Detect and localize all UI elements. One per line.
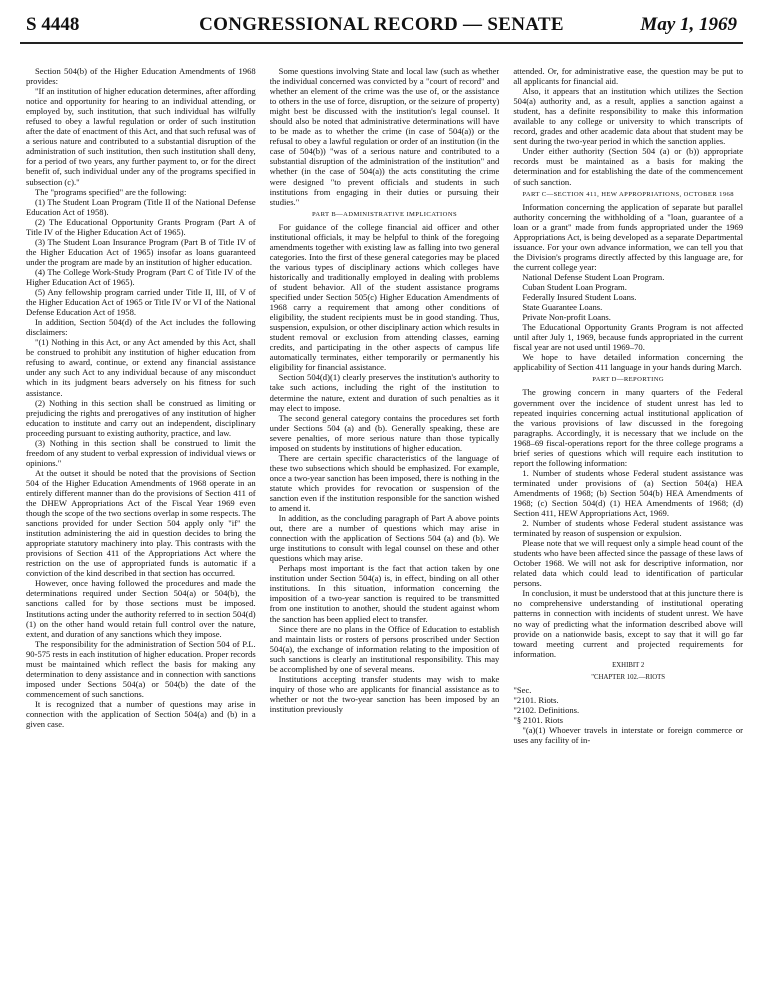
paragraph: "§ 2101. Riots (513, 714, 563, 725)
exhibit-heading: "CHAPTER 102.—RIOTS (591, 673, 666, 681)
text-columns (26, 66, 743, 982)
column-2 (270, 66, 500, 982)
column-3 (513, 66, 743, 982)
paragraph: 2. Number of students whose Federal student assistance was terminated by reason of suspension or expulsion. (513, 518, 744, 539)
paragraph: The growing concern in many quarters of the Federal government over the incidence of student unrest has led to repeated inquiries concerning actual institutional application of the various provisions of law discussed in the foregoing paragraphs. Accordingly, it is necessary that we include on the 1968–69 fiscal-operations report for the three college programs a brief series of questions which will require each institution to report the following information: (513, 387, 744, 468)
paragraph: "(a)(1) Whoever travels in interstate or foreign commerce or uses any facility of in- (513, 725, 744, 746)
section-heading: PART C—SECTION 411, HEW APPROPRIATIONS, OCTOBER 1968 (522, 190, 734, 198)
column-1 (26, 66, 256, 982)
paragraph: The "programs specified" are the following: (35, 186, 187, 197)
publication-title: CONGRESSIONAL RECORD — SENATE (199, 14, 564, 35)
page-number: S 4448 (26, 14, 80, 35)
paragraph: "2102. Definitions. (513, 704, 580, 715)
paragraph: There are certain specific characteristics of the language of these two subsections which should be emphasized. For example, once a two-year sanction has been imposed, there is nothing in the statute which provides for revocation or suspension of the sanction even if the institution responsible for the sanction wished to amend it. (269, 452, 500, 514)
paragraph: Institutions accepting transfer students may wish to make inquiry of those who are applicants for financial assistance as to whether or not the two-year sanction has been imposed by an institution previously (269, 673, 500, 714)
paragraph: Section 504(d)(1) clearly preserves the institution's authority to take such actions, including the right of the institution to determine the nature, extent and duration of such penalties as it may elect to impose. (269, 372, 500, 413)
paragraph: "Sec. (513, 684, 532, 695)
paragraph: National Defense Student Loan Program. (522, 271, 665, 282)
paragraph: (3) The Student Loan Insurance Program (Part B of Title IV of the Higher Education Act of 1965) insofar as loans guaranteed under the program are made by an institution of higher education. (26, 236, 256, 267)
paragraph: (4) The College Work-Study Program (Part C of Title IV of the Higher Education Act of 1965). (26, 266, 256, 287)
paragraph: The responsibility for the administration of Section 504 of P.L. 90-575 rests in each institution of higher education. Proper records must be maintained which reflect the basis for making any determination to deny assistance and in connection with sanctions imposed under Sections 504(a) or 504(b) the date of the commencement of such sanctions. (26, 638, 256, 699)
paragraph: "2101. Riots. (513, 694, 559, 705)
paragraph: (2) The Educational Opportunity Grants Program (Part A of Title IV of the Higher Education Act of 1965). (26, 216, 256, 237)
paragraph: For guidance of the college financial aid officer and other institutional officials, it may be helpful to think of the foregoing amendments together with existing law as falling into two general categories. Into the first of these general categories may be placed the various types of disciplinary actions which colleges have historically and traditionally employed in dealing with problems of student behavior. All of the student assistance programs specified under Section 505(c) Higher Education Amendments of 1968 carry a requirement that among other conditions of eligibility, the student recipients must be in good standing. Thus, suspension, expulsion, or other disciplinary action which results in student removal or exclusion from attending classes, earning credits, and participating in the other aspects of campus life automatically terminates, either temporarily or permanently his eligibility for financial assistance. (269, 221, 500, 373)
paragraph: Since there are no plans in the Office of Education to establish and maintain lists or rosters of persons proscribed under Section 504(a), the exchange of information relating to the imposition of such sanctions is clearly an institutional responsibility. This may be accomplished by one of several means. (269, 623, 500, 674)
exhibit-heading: EXHIBIT 2 (612, 661, 645, 669)
paragraph: However, once having followed the procedures and made the determinations required under Section 504(a) or 504(b), the sanctions called for by those sections must be imposed. Institutions acting under the authority referred to in section 504(d)(1) on the other hand would retain full control over the nature, extent, and duration of any sanctions which they impose. (26, 578, 256, 639)
paragraph: "(1) Nothing in this Act, or any Act amended by this Act, shall be construed to prohibit any institution of higher education from refusing to award, continue, or extend any financial assistance under any such Act to any individual because of any misconduct which in its judgment bears adversely on his fitness for such assistance. (26, 337, 256, 398)
paragraph: (3) Nothing in this section shall be construed to limit the freedom of any student to verbal expression of individual views or opinions." (26, 437, 256, 468)
paragraph: Please note that we will request only a simple head count of the students who have been affected since the passage of these laws of October 1968. We will not ask for descriptive information, nor related data which could lead to identification of particular persons. (513, 538, 744, 589)
paragraph: We hope to have detailed information concerning the applicability of Section 411 language in your hands during March. (513, 352, 744, 373)
paragraph: At the outset it should be noted that the provisions of Section 504 of the Higher Education Amendments of 1968 operate in an entirely different manner than do the provisions of Section 411 of the DHEW Appropriations Act of the Fiscal Year 1969 even though the scope of the two sections overlap in some respects. The sanctions provided for under Section 504 apply only "if" the institution administering the aid in question decides to bring the appropriate statutory machinery into play. This contrasts with the provisions of Section 411 of the Appropriations Act where the restriction on the use of appropriated funds is automatic if a conviction of the kind described in that section has occurred. (26, 467, 256, 579)
paragraph: Also, it appears that an institution which utilizes the Section 504(a) authority and, as a result, applies a sanction against a student, has a definite responsibility to make this information available to any college or university to which transcripts of record, grades and other academic data about that student may be sent during the two-year period in which the sanction applies. (513, 86, 744, 147)
issue-date: May 1, 1969 (640, 14, 737, 35)
paragraph: State Guarantee Loans. (522, 302, 603, 313)
paragraph: The second general category contains the procedures set forth under Sections 504 (a) and (b). Generally speaking, these are severe penalties, of more serious nature than those typically imposed on students by institutions of higher education. (269, 412, 500, 453)
paragraph: Some questions involving State and local law (such as whether the individual concerned was convicted by a "court of record" and whether an element of the crime was the use of, or the assistance to others in the use of force, disruption, or the seizure of property) might best be discussed with the institution's legal counsel. It should also be noted that administrative determinations will have to be made as to whether the crime (in case of 504(a)) or the refusal to obey a lawful regulation or order of an institution (in the case of 504(b)) "was of a serious nature and contributed to a substantial disruption of the administration of the institution" and whether (in the case of 504(a)) the acts constituting the crime were designed "to prevent officials and students in such institutions from engaging in their duties or pursuing their studies." (269, 66, 500, 207)
paragraph: Under either authority (Section 504 (a) or (b)) appropriate records must be maintained as a basis for making the determination and for establishing the date of the commencement of such sanction. (513, 146, 744, 187)
paragraph: (5) Any fellowship program carried under Title II, III, of V of the Higher Education Act of 1965 or Title IV or VI of the National Defense Education Act of 1958. (26, 287, 256, 318)
paragraph: Cuban Student Loan Program. (522, 281, 627, 292)
paragraph: The Educational Opportunity Grants Program is not affected until after July 1, 1969, because funds appropriated in the current fiscal year are not used until 1969–70. (513, 322, 744, 353)
section-heading: PART B—ADMINISTRATIVE IMPLICATIONS (311, 210, 458, 218)
paragraph: (2) Nothing in this section shall be construed as limiting or prejudicing the rights and prerogatives of any institution of higher education to institute and carry out an independent, disciplinary proceeding pursuant to existing authority, practice, and law. (26, 397, 256, 438)
paragraph: Federally Insured Student Loans. (522, 292, 637, 303)
paragraph: (1) The Student Loan Program (Title II of the National Defense Education Act of 1958). (26, 196, 256, 217)
paragraph: Private Non-profit Loans. (522, 312, 611, 323)
paragraph: In conclusion, it must be understood that at this juncture there is no comprehensive understanding of institutional operating patterns in connection with incidents of student unrest. We have no way of predicting what the information described above will provide on a nationwide basis, except to say that it will go far toward meeting current and projected requirements for information. (513, 588, 744, 659)
paragraph: Information concerning the application of separate but parallel authority concerning the withholding of a "loan, guarantee of a loan or a grant" made from funds appropriated under the 1969 Appropriations Act, is being developed as a separate Departmental issuance. For your own advance information, we can tell you that the Division's programs directly affected by this language are, for the current college year: (513, 201, 744, 272)
paragraph: In addition, Section 504(d) of the Act includes the following disclaimers: (26, 317, 256, 338)
paragraph: In addition, as the concluding paragraph of Part A above points out, there are a number of questions which may arise in connection with the application of Sections 504 (a) and (b). We urge institutions to consult with legal counsel on these and other questions which may arise. (269, 513, 500, 564)
paragraph: Perhaps most important is the fact that action taken by one institution under Section 504(a) is, in effect, binding on all other institutions. In this situation, information concerning the imposition of a two-year sanction is required to be transmitted from one institution to another, should the student against whom the sanction has been applied elect to transfer. (269, 563, 500, 624)
paragraph: "If an institution of higher education determines, after affording notice and opportunity for hearing to an individual attending, or employed by, such institution, that such individual has wilfully refused to obey a lawful regulation or order of such institution after the date of enactment of this Act, and that such refusal was of a serious nature and contributed to a substantial disruption of the administration of such institution, then such institution shall deny, for a period of two years, any further payment to, or for the direct benefit of, such individual under any of the programs specified in subsection (c)." (26, 86, 256, 187)
paragraph: attended. Or, for administrative ease, the question may be put to all applicants for financial aid. (513, 66, 744, 87)
paragraph: 1. Number of students whose Federal student assistance was terminated under provisions of (a) Section 504(a) HEA Amendments of 1968; (b) Section 504(b) HEA Amendments of 1968; (c) Section 504(d) (1) HEA Amendments of 1968; (d) Section 411, HEW Appropriations Act, 1969. (513, 467, 744, 519)
page-header (20, 8, 743, 44)
paragraph: It is recognized that a number of questions may arise in connection with the application of Section 504(a) and (b) in a given case. (26, 698, 256, 730)
section-heading: PART D—REPORTING (592, 376, 665, 384)
paragraph: Section 504(b) of the Higher Education Amendments of 1968 provides: (26, 66, 256, 87)
